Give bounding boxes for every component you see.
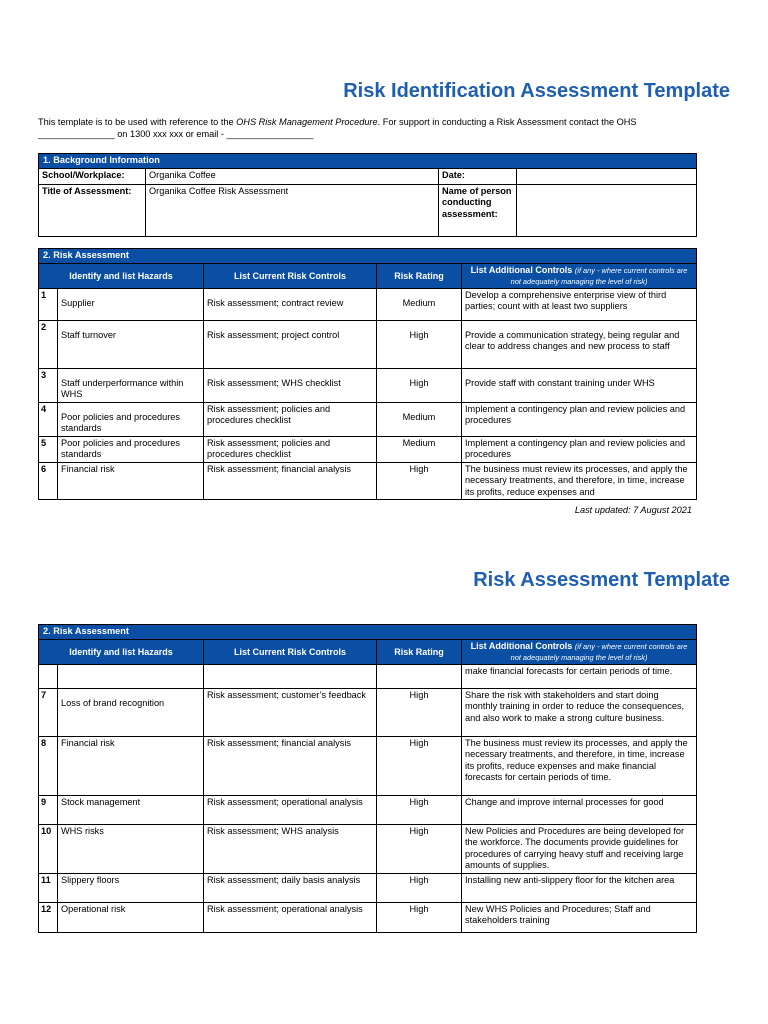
controls-cell: Risk assessment; WHS checklist [204, 369, 377, 403]
controls-cell: Risk assessment; financial analysis [204, 737, 377, 796]
row-number: 2 [39, 321, 58, 369]
intro-line2: _______________ on 1300 xxx xxx or email - _________________ [38, 128, 314, 139]
additional-cell: New Policies and Procedures are being developed for the workforce. The documents provide guidelines for procedures of carrying heavy stuff and receiving large amounts of supplies. [462, 825, 697, 874]
table-row [39, 403, 697, 437]
hazard-cell: Operational risk [58, 902, 204, 932]
header-additional-label: List Additional Controls [470, 265, 573, 275]
school-value[interactable]: Organika Coffee [146, 169, 439, 185]
rating-cell: High [377, 902, 462, 932]
controls-cell: Risk assessment; policies and procedures checklist [204, 403, 377, 437]
controls-cell: Risk assessment; customer’s feedback [204, 689, 377, 737]
continuation-cell: make financial forecasts for certain periods of time. [462, 665, 697, 689]
section-title-risk: 2. Risk Assessment [39, 249, 697, 264]
risk-assessment-table-1 [38, 248, 697, 500]
row-number: 9 [39, 796, 58, 825]
rating-cell: Medium [377, 289, 462, 321]
row-number: 3 [39, 369, 58, 403]
row-number: 11 [39, 873, 58, 902]
header-additional [462, 640, 697, 665]
additional-cell: Provide a communication strategy, being regular and clear to address changes and new process to staff [462, 321, 697, 369]
page-title: Risk Identification Assessment Template [343, 80, 730, 102]
hazard-cell: Staff turnover [58, 321, 204, 369]
controls-cell: Risk assessment; contract review [204, 289, 377, 321]
additional-cell: Change and improve internal processes for good [462, 796, 697, 825]
additional-cell: Implement a contingency plan and review policies and procedures [462, 403, 697, 437]
table-row [39, 825, 697, 874]
hazard-cell: Supplier [58, 289, 204, 321]
hazard-cell: Poor policies and procedures standards [58, 403, 204, 437]
intro-text [38, 117, 698, 140]
rating-cell: High [377, 321, 462, 369]
background-table [38, 153, 697, 237]
empty-cell [39, 665, 58, 689]
header-additional [462, 264, 697, 289]
intro-post: . For support in conducting a Risk Assessment contact the OHS [377, 117, 637, 127]
assessment-title-value[interactable]: Organika Coffee Risk Assessment [146, 185, 439, 237]
empty-cell [58, 665, 204, 689]
additional-cell: The business must review its processes, and apply the necessary treatments, and therefore, in time, increase its profits, reduce expenses and make financial forecasts for certain periods of time. [462, 737, 697, 796]
rating-cell: High [377, 463, 462, 500]
date-label: Date: [439, 169, 517, 185]
header-additional-note: (if any - where current controls are not adequately managing the level of risk) [510, 642, 688, 662]
controls-cell: Risk assessment; WHS analysis [204, 825, 377, 874]
additional-cell: Share the risk with stakeholders and start doing monthly training in order to reduce the consequences, and also work to make a strong culture business. [462, 689, 697, 737]
rating-cell: High [377, 825, 462, 874]
additional-cell: The business must review its processes, and apply the necessary treatments, and therefore, in time, increase its profits, reduce expenses and [462, 463, 697, 500]
table-row [39, 902, 697, 932]
assessment-title-label: Title of Assessment: [39, 185, 146, 237]
hazard-cell: Slippery floors [58, 873, 204, 902]
row-number: 5 [39, 437, 58, 463]
table-row [39, 463, 697, 500]
header-hazards: Identify and list Hazards [39, 640, 204, 665]
controls-cell: Risk assessment; daily basis analysis [204, 873, 377, 902]
table-row [39, 665, 697, 689]
last-updated: Last updated: 7 August 2021 [574, 505, 692, 515]
hazard-cell: Financial risk [58, 737, 204, 796]
hazard-cell: Staff underperformance within WHS [58, 369, 204, 403]
page-title-2: Risk Assessment Template [473, 569, 730, 591]
intro-pre: This template is to be used with reference to the [38, 117, 237, 127]
row-number: 7 [39, 689, 58, 737]
person-value[interactable] [517, 185, 697, 237]
controls-cell: Risk assessment; financial analysis [204, 463, 377, 500]
hazard-cell: WHS risks [58, 825, 204, 874]
hazard-cell: Stock management [58, 796, 204, 825]
header-hazards: Identify and list Hazards [39, 264, 204, 289]
header-additional-note: (if any - where current controls are not adequately managing the level of risk) [510, 266, 688, 286]
person-label: Name of person conducting assessment: [439, 185, 517, 237]
additional-cell: New WHS Policies and Procedures; Staff and stakeholders training [462, 902, 697, 932]
rating-cell: High [377, 737, 462, 796]
additional-cell: Develop a comprehensive enterprise view of third parties; count with at least two suppliers [462, 289, 697, 321]
controls-cell: Risk assessment; operational analysis [204, 796, 377, 825]
row-number: 4 [39, 403, 58, 437]
rating-cell: High [377, 369, 462, 403]
header-controls: List Current Risk Controls [204, 640, 377, 665]
additional-cell: Implement a contingency plan and review policies and procedures [462, 437, 697, 463]
procedure-name: OHS Risk Management Procedure [236, 117, 378, 127]
row-number: 10 [39, 825, 58, 874]
additional-cell: Provide staff with constant training under WHS [462, 369, 697, 403]
row-number: 6 [39, 463, 58, 500]
section-title-risk-2: 2. Risk Assessment [39, 625, 697, 640]
controls-cell: Risk assessment; policies and procedures checklist [204, 437, 377, 463]
table-row [39, 737, 697, 796]
header-rating: Risk Rating [377, 640, 462, 665]
empty-cell [204, 665, 377, 689]
risk-assessment-table-2 [38, 624, 697, 933]
controls-cell: Risk assessment; project control [204, 321, 377, 369]
header-rating: Risk Rating [377, 264, 462, 289]
table-row [39, 289, 697, 321]
rating-cell: High [377, 796, 462, 825]
hazard-cell: Financial risk [58, 463, 204, 500]
section-title-background: 1. Background Information [39, 154, 697, 169]
additional-cell: Installing new anti-slippery floor for the kitchen area [462, 873, 697, 902]
table-row [39, 437, 697, 463]
table-row [39, 689, 697, 737]
table-row [39, 796, 697, 825]
header-controls: List Current Risk Controls [204, 264, 377, 289]
school-label: School/Workplace: [39, 169, 146, 185]
header-additional-label: List Additional Controls [470, 641, 573, 651]
rating-cell: Medium [377, 403, 462, 437]
empty-cell [377, 665, 462, 689]
hazard-cell: Poor policies and procedures standards [58, 437, 204, 463]
row-number: 12 [39, 902, 58, 932]
rating-cell: High [377, 689, 462, 737]
table-row [39, 369, 697, 403]
table-row [39, 321, 697, 369]
date-value[interactable] [517, 169, 697, 185]
rating-cell: High [377, 873, 462, 902]
hazard-cell: Loss of brand recognition [58, 689, 204, 737]
controls-cell: Risk assessment; operational analysis [204, 902, 377, 932]
table-row [39, 873, 697, 902]
row-number: 1 [39, 289, 58, 321]
rating-cell: Medium [377, 437, 462, 463]
row-number: 8 [39, 737, 58, 796]
